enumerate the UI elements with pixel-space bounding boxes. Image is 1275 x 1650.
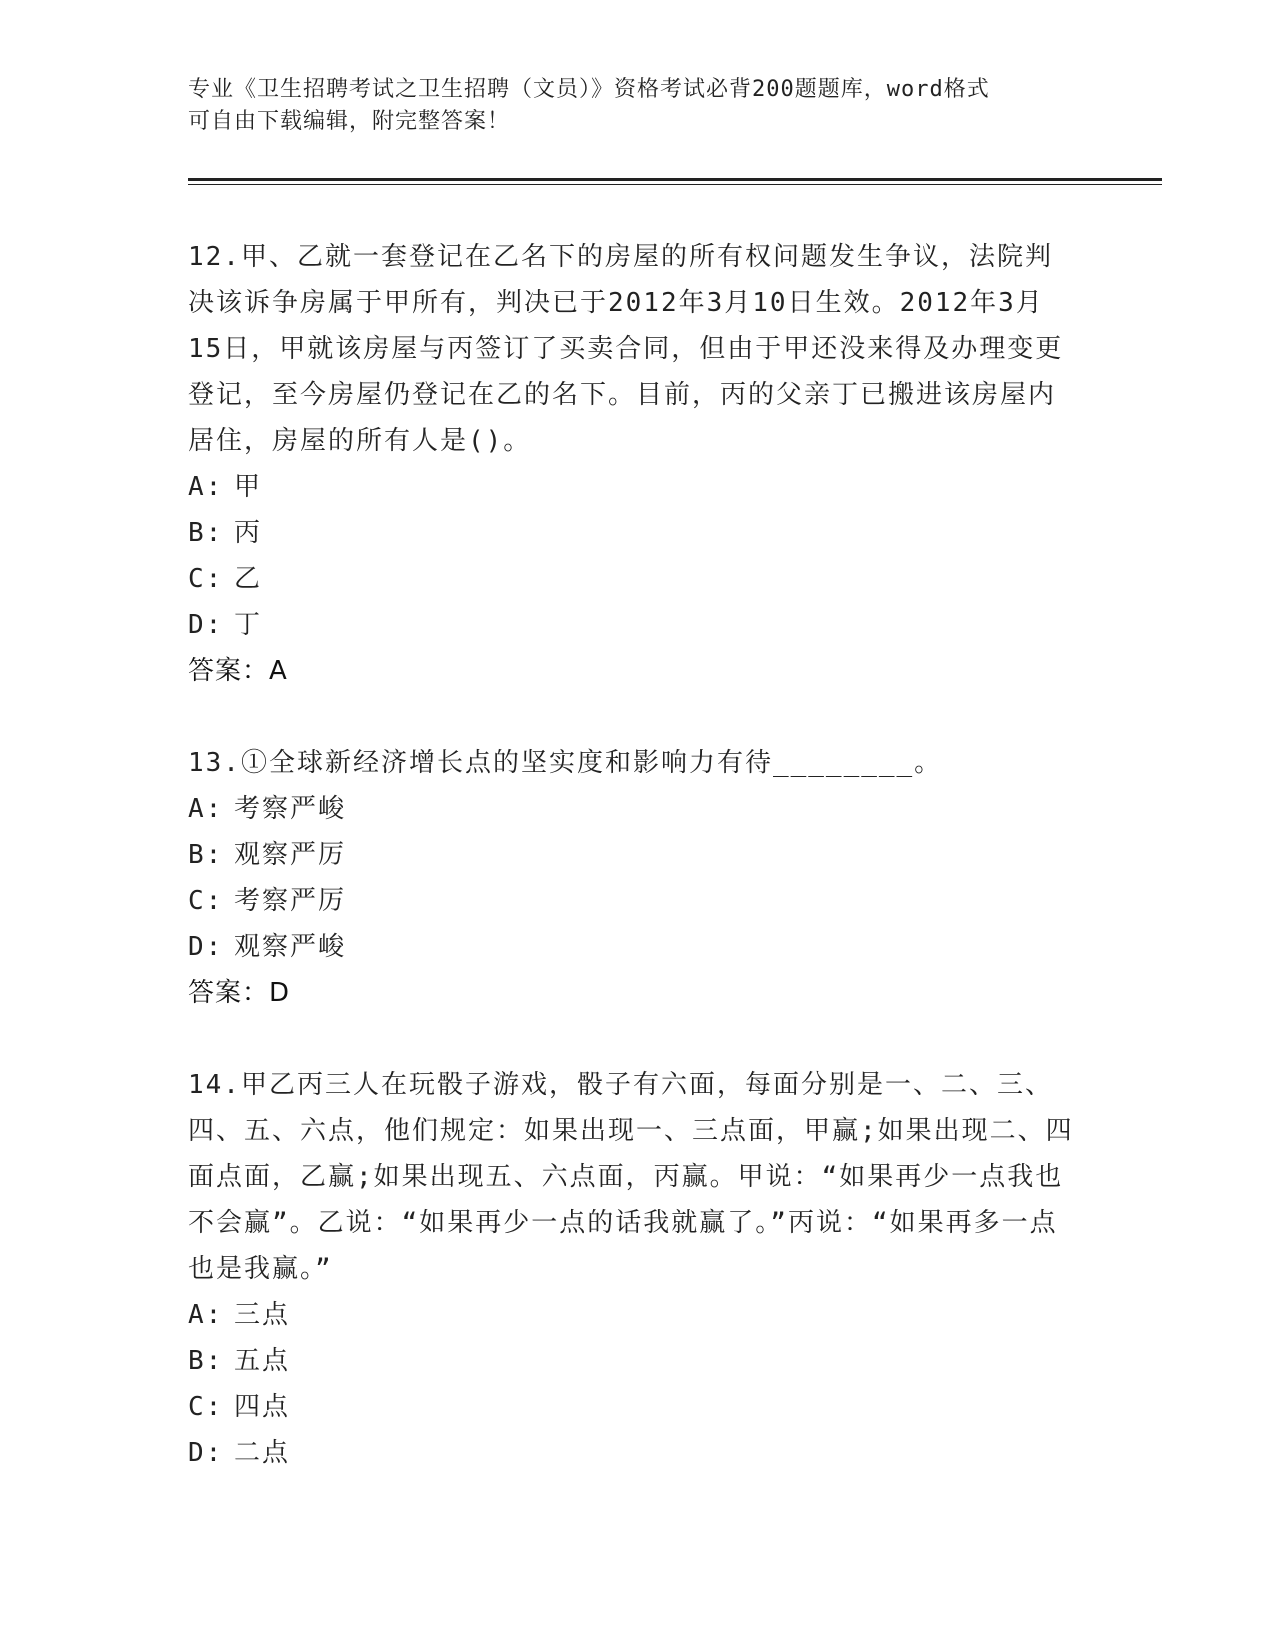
- option-c: [188, 878, 1078, 924]
- option-text: 观察严峻: [234, 932, 347, 962]
- option-a: [188, 786, 1078, 832]
- header-title-line-1: 专业《卫生招聘考试之卫生招聘（文员）》资格考试必背200题题库，word格式: [188, 77, 990, 102]
- option-key: B:: [188, 1346, 224, 1376]
- option-text: 五点: [234, 1346, 291, 1376]
- option-key: C:: [188, 1392, 224, 1422]
- question-stem: 14.甲乙丙三人在玩骰子游戏，骰子有六面，每面分别是一、二、三、四、五、六点，他们规定：如果出现一、三点面，甲赢;如果出现二、四面点面，乙赢;如果出现五、六点面，丙赢。甲说：“如果再少一点我也不会赢”。乙说：“如果再少一点的话我就赢了。”丙说：“如果再多一点也是我赢。”: [188, 1070, 1074, 1284]
- question-12: [188, 234, 1078, 694]
- document-header: [188, 74, 1068, 138]
- option-key: A:: [188, 1300, 224, 1330]
- option-key: C:: [188, 564, 224, 594]
- option-text: 四点: [234, 1392, 291, 1422]
- question-stem: 13.①全球新经济增长点的坚实度和影响力有待________。: [188, 748, 943, 778]
- option-text: 二点: [234, 1438, 291, 1468]
- question-14: [188, 1062, 1078, 1476]
- header-divider-thick: [188, 178, 1162, 181]
- option-d: [188, 924, 1078, 970]
- option-key: B:: [188, 840, 224, 870]
- option-a: [188, 464, 1078, 510]
- option-a: [188, 1292, 1078, 1338]
- question-stem: 12.甲、乙就一套登记在乙名下的房屋的所有权问题发生争议，法院判决该诉争房属于甲所有，判决已于2012年3月10日生效。2012年3月15日，甲就该房屋与丙签订了买卖合同，但由于甲还没来得及办理变更登记，至今房屋仍登记在乙的名下。目前，丙的父亲丁已搬进该房屋内居住，房屋的所有人是()。: [188, 242, 1064, 456]
- option-c: [188, 1384, 1078, 1430]
- question-13: [188, 740, 1078, 1016]
- option-text: 丙: [234, 518, 263, 548]
- option-text: 考察严峻: [234, 794, 347, 824]
- answer-line: 答案：D: [188, 978, 291, 1008]
- header-title-line-2: 可自由下载编辑，附完整答案！: [188, 109, 511, 134]
- option-text: 观察严厉: [234, 840, 347, 870]
- option-key: D:: [188, 1438, 224, 1468]
- option-text: 考察严厉: [234, 886, 347, 916]
- option-b: [188, 1338, 1078, 1384]
- option-c: [188, 556, 1078, 602]
- option-b: [188, 510, 1078, 556]
- option-key: D:: [188, 932, 224, 962]
- option-key: A:: [188, 794, 224, 824]
- option-key: B:: [188, 518, 224, 548]
- option-d: [188, 1430, 1078, 1476]
- answer-line: 答案：A: [188, 656, 288, 686]
- option-key: C:: [188, 886, 224, 916]
- header-divider-thin: [188, 184, 1162, 185]
- option-text: 丁: [234, 610, 263, 640]
- option-key: D:: [188, 610, 224, 640]
- option-text: 甲: [234, 472, 263, 502]
- option-b: [188, 832, 1078, 878]
- option-text: 三点: [234, 1300, 291, 1330]
- option-key: A:: [188, 472, 224, 502]
- option-d: [188, 602, 1078, 648]
- option-text: 乙: [234, 564, 263, 594]
